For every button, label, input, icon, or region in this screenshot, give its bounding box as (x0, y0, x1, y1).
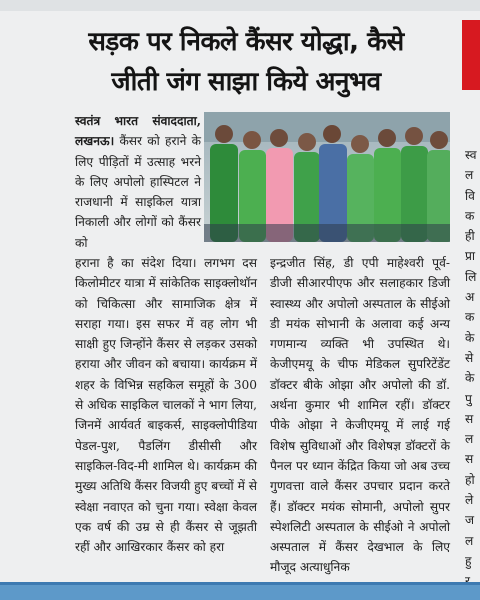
adjacent-column-fragment: वि (465, 188, 475, 203)
adjacent-column-fragment: ही (465, 229, 475, 244)
adjacent-column-fragment: अ (465, 290, 475, 305)
adjacent-column-fragment: ल (465, 432, 474, 447)
article-paragraph-intro (75, 111, 201, 253)
adjacent-column-fragment: पु (465, 391, 472, 406)
article-photo-cancer-warriors-group (204, 112, 450, 242)
adjacent-column-fragment: लि (465, 269, 477, 284)
article-paragraph-main: हराना है का संदेश दिया। लगभग दस किलोमीटर यात्रा में सांकेतिक साइक्लोथॉन को चिकित्सा और सामाजिक क्षेत्र में सराहा गया। इस सफर में वह लोग भी साक्षी हुए जिन्होंने कैंसर से लड़कर उसको हराया और जीवन को बचाया। कार्यक्रम में शहर के विभिन्न सहकिल समूहों के 300 से अधिक साइकिल चालकों ने भाग लिया, जिनमें आर्यवर्त बाइकर्स, साइक्लोपीडिया पेडल-पुश, पैडलिंग डीसीसी और साइकिल-विद-मी शामिल थे। कार्यक्रम की मुख्य अतिथि कैंसर विजयी हुए बच्चों में से स्वेक्षा नवाएत को चुना गया। स्वेक्षा केवल एक वर्ष की उम्र से ही कैंसर से जूझती रहीं और आखिरकार कैंसर को हरा (75, 256, 257, 555)
adjacent-column-fragment: से (465, 350, 474, 365)
viewer-bottom-bar (0, 582, 480, 600)
adjacent-column-fragment: हो (465, 472, 475, 487)
article-headline (40, 22, 452, 102)
article-column-1-top (75, 111, 201, 253)
adjacent-column-fragment: स (465, 411, 474, 426)
adjacent-column-fragment: हु (465, 553, 472, 568)
adjacent-article-red-block (462, 20, 480, 90)
article-paragraph-guests: इन्द्रजीत सिंह, डी एपी माहेश्वरी पूर्व- डीजी सीआरपीएफ और सलाहकार डिजी स्वास्थ्य और अपोलो अस्पताल के सीईओ डी मयंक सोभानी के अलावा कई अन्य गणमान्य व्यक्ति भी उपस्थित थे। केजीएमयू के चीफ मेडिकल सुपरिटेंडेंट डॉक्टर बीके ओझा और अपोलो की डॉ. अर्थना कुमार भी शामिल रहीं। डॉक्टर पीके ओझा ने केजीएमयू में लाई गई विशेष सुविधाओं और विशेषज्ञ डॉक्टरों के पैनल पर ध्यान केंद्रित किया जो अब उच्च गुणवत्ता वाले कैंसर उपचार प्रदान करते हैं। डॉक्टर मयंक सोमानी, अपोलो सुपर स्पेशलिटी अस्पताल के सीईओ ने अपोलो अस्पताल में कैंसर देखभाल के लिए मौजूद अत्याधुनिक (270, 256, 450, 575)
group-photo-illustration (204, 112, 450, 242)
adjacent-column-fragment: के (465, 330, 475, 345)
headline-line-2: जीती जंग साझा किये अनुभव (111, 67, 381, 97)
adjacent-column-fragment: ल (465, 168, 474, 183)
adjacent-article-column-cropped (465, 145, 480, 592)
headline-line-1: सड़क पर निकले कैंसर योद्धा, कैसे (88, 27, 404, 57)
byline: स्वतंत्र भारत संवाददाता, लखनऊ। (75, 114, 201, 149)
intro-text: कैंसर को हराने के लिए पीड़ितों में उत्साह भरने के लिए अपोलो हास्पिटल ने राजधानी में साइकिल यात्रा निकाली और लोगों को कैंसर को (75, 134, 201, 250)
adjacent-column-fragment: ज (465, 513, 475, 528)
adjacent-column-fragment: क (465, 310, 475, 325)
adjacent-column-fragment: के (465, 371, 475, 386)
adjacent-column-fragment: ल (465, 533, 474, 548)
adjacent-column-fragment: प्रा (465, 249, 476, 264)
adjacent-column-fragment: स्व (465, 148, 477, 162)
article-column-2 (270, 253, 450, 578)
cropped-previous-text-strip (0, 0, 480, 11)
adjacent-column-fragment: क (465, 208, 475, 223)
article-column-1-bottom (75, 253, 257, 557)
adjacent-column-fragment: स (465, 452, 474, 467)
adjacent-column-fragment: ले (465, 493, 474, 508)
